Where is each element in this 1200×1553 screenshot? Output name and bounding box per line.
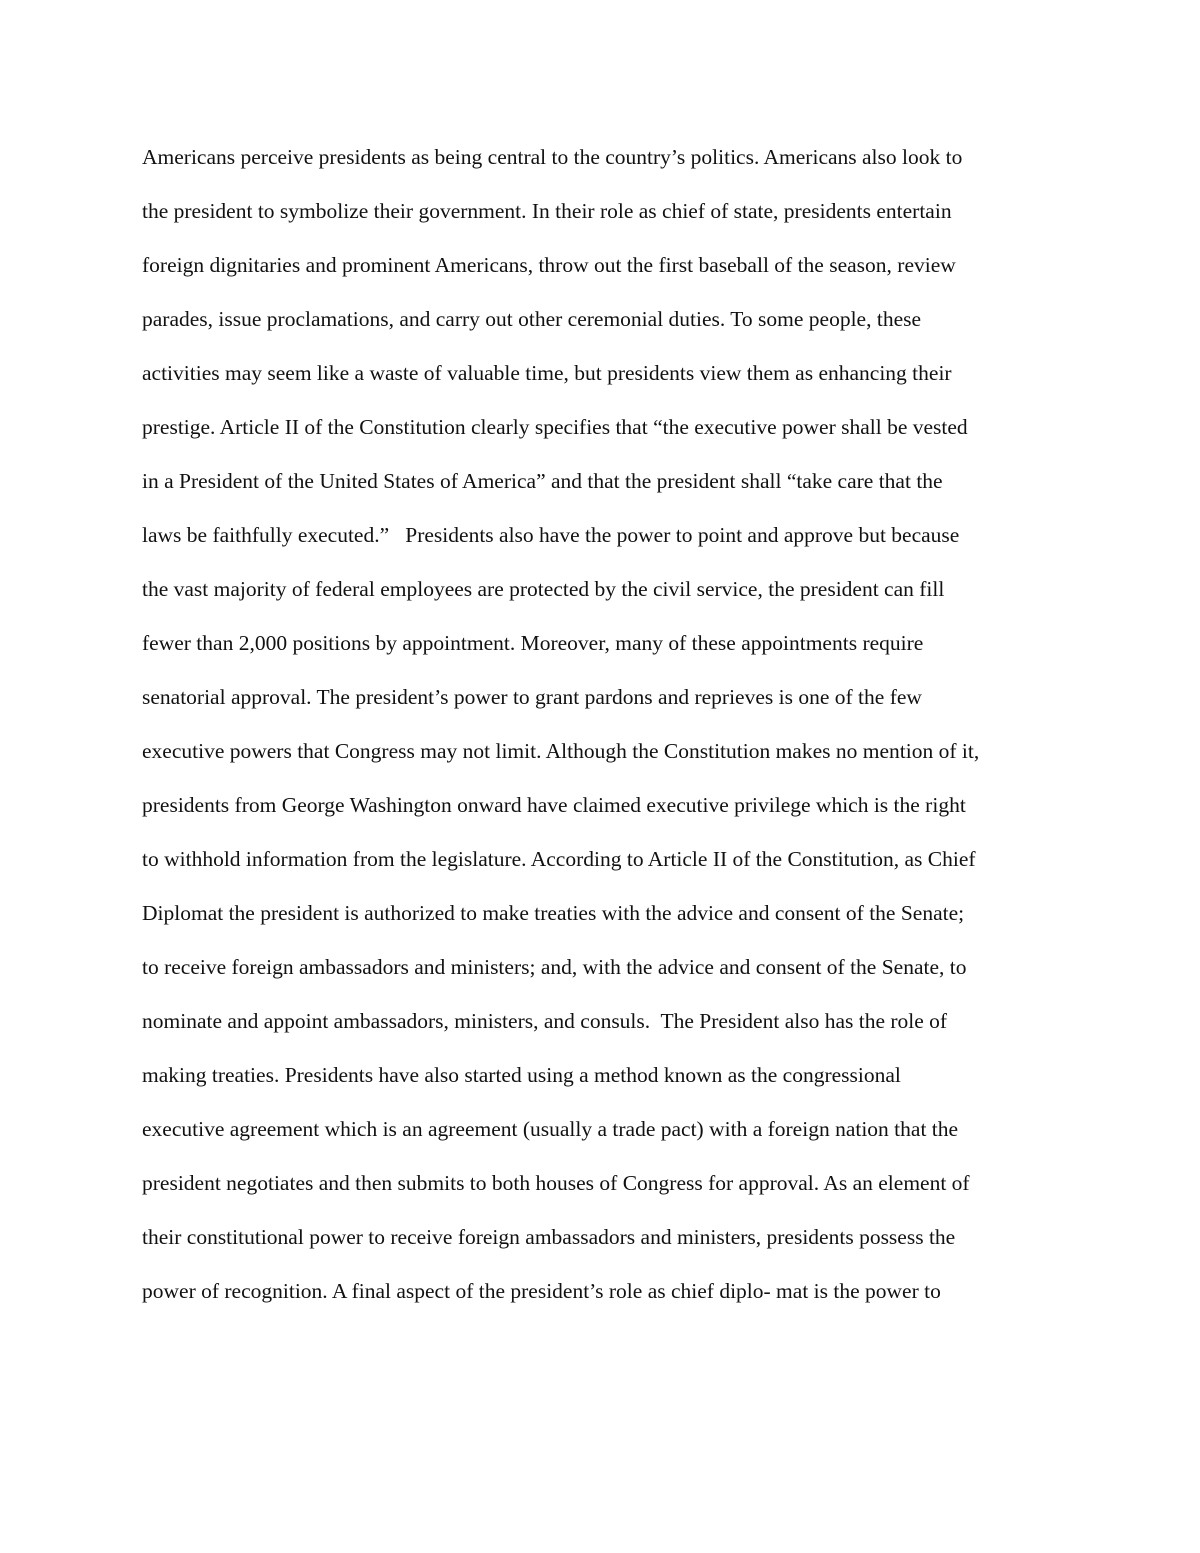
body-paragraph (142, 138, 1072, 1326)
text-line: nominate and appoint ambassadors, ministers, and consuls. The President also has the role of (142, 1009, 948, 1033)
text-line: the president to symbolize their government. In their role as chief of state, presidents entertain (142, 199, 952, 223)
text-line: presidents from George Washington onward have claimed executive privilege which is the right (142, 793, 966, 817)
text-line: Diplomat the president is authorized to make treaties with the advice and consent of the Senate; (142, 901, 965, 925)
text-line: their constitutional power to receive foreign ambassadors and ministers, presidents possess the (142, 1225, 956, 1249)
text-line: activities may seem like a waste of valuable time, but presidents view them as enhancing their (142, 361, 952, 385)
text-line: parades, issue proclamations, and carry out other ceremonial duties. To some people, these (142, 307, 922, 331)
text-line: the vast majority of federal employees are protected by the civil service, the president can fill (142, 577, 945, 601)
text-line: executive powers that Congress may not limit. Although the Constitution makes no mention of it, (142, 739, 980, 763)
text-line: foreign dignitaries and prominent Americans, throw out the first baseball of the season, review (142, 253, 956, 277)
text-line: making treaties. Presidents have also started using a method known as the congressional (142, 1063, 901, 1087)
text-line: senatorial approval. The president’s power to grant pardons and reprieves is one of the few (142, 685, 922, 709)
text-line: laws be faithfully executed.” Presidents also have the power to point and approve but because (142, 523, 960, 547)
text-line: president negotiates and then submits to both houses of Congress for approval. As an element of (142, 1171, 970, 1195)
text-line: power of recognition. A final aspect of the president’s role as chief diplo- mat is the power to (142, 1279, 941, 1303)
text-line: to receive foreign ambassadors and ministers; and, with the advice and consent of the Senate, to (142, 955, 967, 979)
text-line: executive agreement which is an agreement (usually a trade pact) with a foreign nation that the (142, 1117, 959, 1141)
text-line: prestige. Article II of the Constitution clearly specifies that “the executive power shall be vested (142, 415, 968, 439)
text-line: fewer than 2,000 positions by appointment. Moreover, many of these appointments require (142, 631, 924, 655)
text-line: in a President of the United States of America” and that the president shall “take care that the (142, 469, 943, 493)
text-line: to withhold information from the legislature. According to Article II of the Constitution, as Chief (142, 847, 976, 871)
text-line: Americans perceive presidents as being central to the country’s politics. Americans also look to (142, 145, 963, 169)
